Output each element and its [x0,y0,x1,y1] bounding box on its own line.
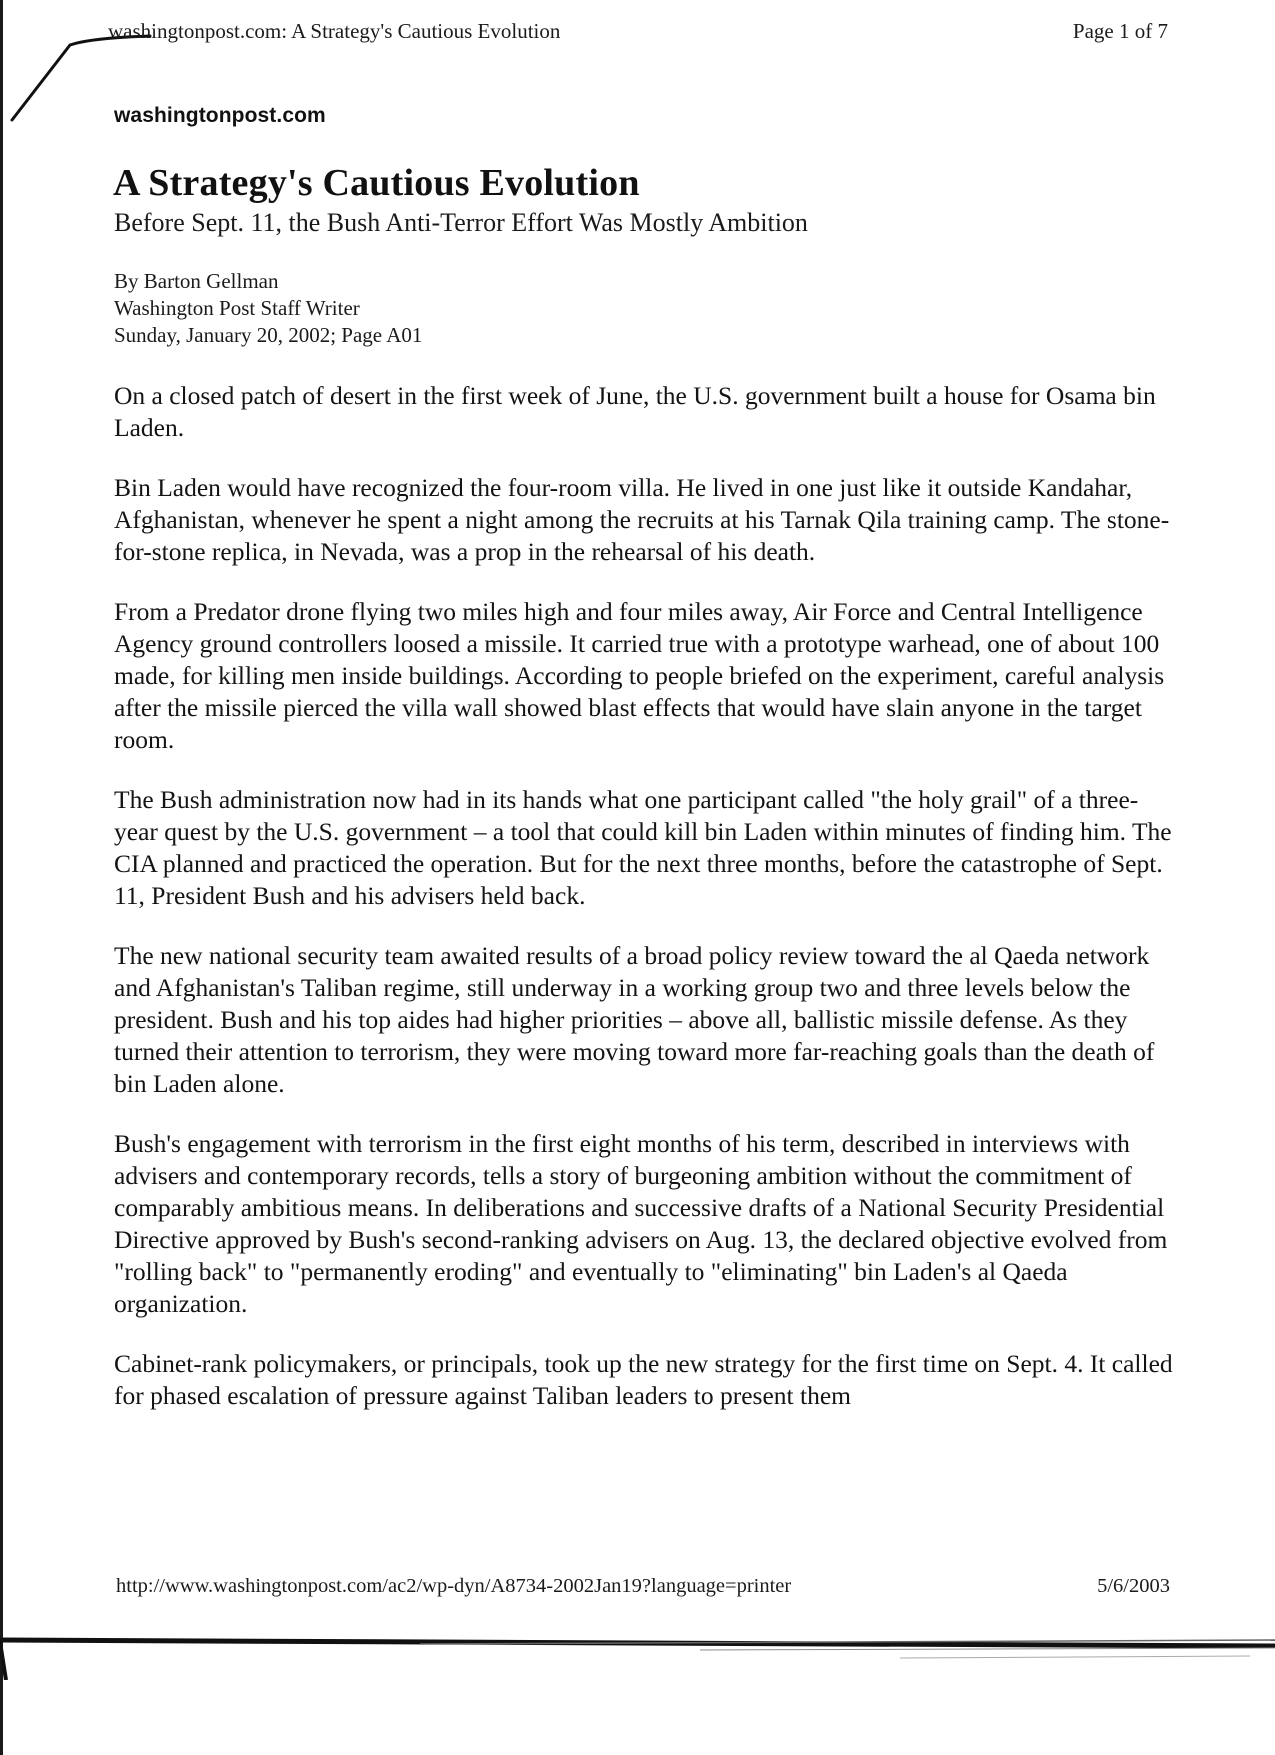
print-date: 5/6/2003 [1097,1575,1170,1597]
article-title: A Strategy's Cautious Evolution [113,162,640,204]
source-url: http://www.washingtonpost.com/ac2/wp-dyn/A8734-2002Jan19?language=printer [116,1575,792,1597]
byline-date: Sunday, January 20, 2002; Page A01 [114,323,423,347]
page-number: Page 1 of 7 [1072,19,1168,43]
article-subtitle: Before Sept. 11, the Bush Anti-Terror Effort Was Mostly Ambition [114,208,808,237]
header-title: washingtonpost.com: A Strategy's Cautious Evolution [108,19,561,43]
byline-author: By Barton Gellman [114,269,279,293]
article-paragraph: The Bush administration now had in its hands what one participant called "the holy grail" of a three-year quest by the U.S. government – a tool that could kill bin Laden within minutes of finding him. The CIA planned and practiced the operation. But for the next three months, before the catastrophe of Sept. 11, President Bush and his advisers held back. [114,785,1172,910]
article-paragraph: On a closed patch of desert in the first week of June, the U.S. government built a house for Osama bin Laden. [114,381,1156,442]
page-footer [0,1573,1275,1603]
article-paragraph: Cabinet-rank policymakers, or principals, took up the new strategy for the first time on Sept. 4. It called for phased escalation of pressure against Taliban leaders to present them [114,1349,1173,1410]
article-paragraph: The new national security team awaited results of a broad policy review toward the al Qaeda network and Afghanistan's Taliban regime, still underway in a working group two and three levels below the president. Bush and his top aides had higher priorities – above all, ballistic missile defense. As they turned their attention to terrorism, they were moving toward more far-reaching goals than the death of bin Laden alone. [114,941,1155,1098]
byline [114,268,422,349]
article-paragraph: Bush's engagement with terrorism in the first eight months of his term, described in interviews with advisers and contemporary records, tells a story of burgeoning ambition without the commitment of comparably ambitious means. In deliberations and successive drafts of a National Security Presidential Directive approved by Bush's second-ranking advisers on Aug. 13, the declared objective evolved from "rolling back" to "permanently eroding" and eventually to "eliminating" bin Laden's al Qaeda organization. [114,1129,1168,1318]
site-brand: washingtonpost.com [114,104,326,127]
article-paragraph: Bin Laden would have recognized the four-room villa. He lived in one just like it outside Kandahar, Afghanistan, whenever he spent a night among the recruits at his Tarnak Qila training camp. The stone-for-stone replica, in Nevada, was a prop in the rehearsal of his death. [114,473,1170,566]
byline-role: Washington Post Staff Writer [114,296,360,320]
article-paragraph: From a Predator drone flying two miles high and four miles away, Air Force and Central Intelligence Agency ground controllers loosed a missile. It carried true with a prototype warhead, one of about 100 made, for killing men inside buildings. According to people briefed on the experiment, careful analysis after the missile pierced the villa wall showed blast effects that would have slain anyone in the target room. [114,597,1165,754]
article-body [114,380,1174,1440]
page-header [0,18,1275,50]
scan-bottom-edge [0,1620,1275,1680]
scan-left-edge [0,0,3,1755]
